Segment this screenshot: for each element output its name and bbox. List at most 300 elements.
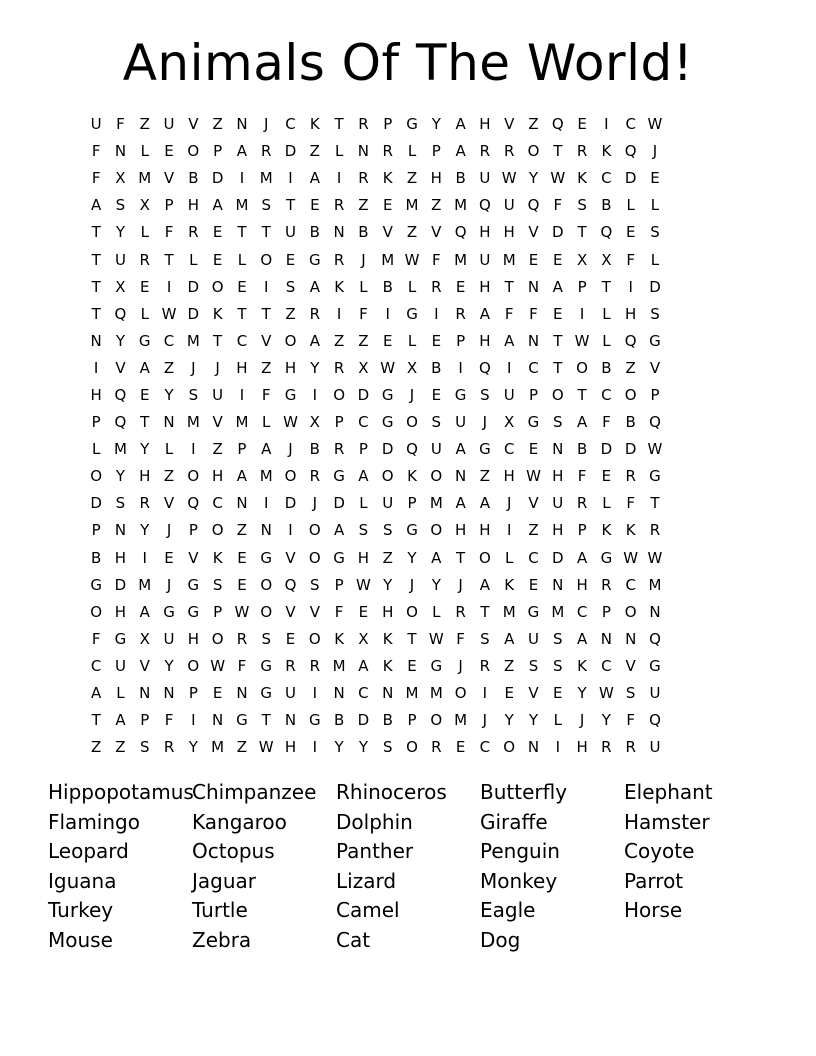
grid-letter: T [650, 494, 660, 513]
grid-letter: K [334, 629, 345, 648]
word-list-item: Cat [336, 927, 371, 952]
grid-letter: T [553, 358, 563, 377]
grid-letter: Q [114, 304, 127, 323]
grid-letter: N [333, 223, 345, 242]
grid-letter: J [458, 575, 463, 594]
grid-letter: R [649, 521, 661, 540]
grid-letter: O [333, 385, 346, 404]
grid-letter: T [285, 196, 296, 215]
grid-letter: G [309, 250, 321, 269]
grid-letter: A [139, 358, 150, 377]
word-list-item: Butterfly [480, 780, 568, 804]
grid-letter: H [625, 304, 637, 323]
grid-letter: U [163, 629, 175, 648]
grid-letter: T [480, 602, 490, 621]
grid-letter: J [166, 521, 172, 540]
grid-letter: U [114, 250, 126, 269]
grid-letter: H [552, 521, 564, 540]
grid-letter: U [649, 738, 661, 757]
grid-letter: B [333, 711, 345, 730]
grid-letter: C [285, 115, 296, 134]
grid-letter: O [430, 521, 443, 540]
grid-letter: Z [285, 304, 296, 323]
grid-row [84, 572, 734, 599]
grid-letter: G [600, 548, 613, 567]
grid-letter: K [407, 467, 417, 486]
grid-letter: Q [187, 494, 200, 513]
grid-letter: H [90, 385, 102, 404]
grid-letter: E [212, 223, 223, 242]
grid-letter: R [188, 223, 199, 242]
grid-letter: O [381, 467, 394, 486]
grid-letter: E [140, 277, 150, 296]
word-list-item: Giraffe [480, 809, 548, 834]
grid-letter: K [577, 169, 587, 188]
word-list-item: Flamingo [48, 809, 140, 834]
grid-letter: U [90, 115, 102, 134]
grid-letter: A [309, 277, 320, 296]
grid-letter: M [502, 602, 516, 621]
grid-letter: W [210, 656, 226, 675]
grid-letter: G [406, 521, 418, 540]
grid-letter: E [237, 575, 247, 594]
grid-letter: O [624, 602, 637, 621]
grid-letter: E [431, 331, 442, 350]
grid-letter: E [407, 656, 417, 675]
grid-row [84, 382, 734, 409]
grid-letter: A [552, 277, 563, 296]
grid-letter: F [91, 169, 101, 188]
word-search-grid [84, 111, 734, 761]
grid-letter: P [334, 575, 344, 594]
grid-letter: C [358, 413, 369, 432]
grid-letter: M [235, 413, 249, 432]
grid-letter: D [187, 304, 200, 323]
grid-letter: Q [624, 331, 637, 350]
grid-letter: S [553, 656, 563, 675]
grid-letter: Y [601, 711, 611, 730]
grid-letter: E [237, 277, 247, 296]
grid-letter: I [434, 304, 439, 323]
grid-letter: O [454, 684, 467, 703]
grid-letter: D [187, 277, 200, 296]
grid-letter: F [456, 629, 465, 648]
grid-letter: U [528, 629, 539, 648]
grid-letter: F [504, 304, 514, 323]
grid-letter: P [188, 684, 198, 703]
grid-letter: K [625, 521, 636, 540]
grid-letter: A [333, 521, 345, 540]
grid-letter: T [577, 223, 587, 242]
grid-letter: B [382, 711, 393, 730]
grid-letter: O [406, 413, 418, 432]
grid-letter: U [503, 385, 515, 404]
grid-letter: O [527, 142, 540, 161]
grid-letter: R [236, 629, 248, 648]
grid-letter: T [504, 277, 514, 296]
grid-row [84, 734, 734, 761]
grid-letter: J [312, 494, 318, 513]
grid-letter: H [576, 738, 588, 757]
grid-letter: J [361, 250, 366, 269]
grid-letter: N [212, 711, 224, 730]
grid-letter: R [625, 467, 636, 486]
grid-letter: P [577, 277, 587, 296]
word-list-item: Elephant [624, 780, 713, 804]
grid-letter: I [579, 304, 585, 323]
grid-letter: U [212, 385, 224, 404]
grid-letter: I [288, 521, 293, 540]
grid-letter: S [261, 629, 271, 648]
grid-letter: R [503, 142, 515, 161]
grid-letter: E [382, 331, 393, 350]
grid-row [84, 328, 734, 355]
grid-letter: X [309, 413, 320, 432]
grid-letter: O [430, 467, 443, 486]
grid-letter: R [139, 250, 150, 269]
grid-letter: I [239, 169, 245, 188]
grid-letter: A [455, 142, 466, 161]
grid-letter: P [456, 331, 466, 350]
grid-letter: J [458, 656, 463, 675]
grid-letter: N [114, 142, 127, 161]
grid-letter: P [528, 385, 539, 404]
grid-letter: Q [551, 115, 564, 134]
grid-letter: U [552, 494, 564, 513]
grid-letter: H [503, 223, 515, 242]
grid-letter: O [260, 250, 273, 269]
grid-letter: I [264, 277, 269, 296]
grid-letter: P [213, 142, 223, 161]
grid-letter: K [212, 304, 223, 323]
grid-letter: R [479, 142, 491, 161]
grid-letter: S [139, 738, 150, 757]
grid-letter: B [601, 358, 612, 377]
grid-letter: S [261, 196, 271, 215]
grid-letter: B [625, 413, 636, 432]
grid-letter: Q [600, 223, 613, 242]
grid-letter: C [576, 602, 588, 621]
grid-letter: M [332, 656, 346, 675]
grid-letter: N [139, 684, 151, 703]
grid-letter: P [164, 196, 174, 215]
grid-letter: W [574, 331, 590, 350]
grid-letter: S [382, 521, 393, 540]
grid-letter: E [650, 169, 660, 188]
grid-letter: P [334, 413, 344, 432]
grid-row [84, 490, 734, 517]
grid-letter: A [455, 115, 466, 134]
grid-letter: Y [310, 358, 320, 377]
grid-letter: Z [333, 331, 345, 350]
grid-letter: O [187, 142, 200, 161]
grid-letter: U [285, 684, 297, 703]
grid-letter: D [357, 711, 370, 730]
grid-letter: L [626, 196, 635, 215]
grid-row [84, 274, 734, 301]
grid-letter: A [479, 575, 491, 594]
grid-letter: Q [284, 575, 297, 594]
grid-letter: O [308, 548, 321, 567]
grid-letter: F [91, 142, 101, 161]
grid-letter: L [116, 684, 125, 703]
grid-letter: G [114, 629, 127, 648]
grid-letter: M [405, 684, 419, 703]
grid-letter: N [284, 711, 297, 730]
grid-letter: G [527, 413, 540, 432]
grid-letter: J [215, 358, 220, 377]
word-list-item: Jaguar [192, 868, 257, 893]
grid-letter: V [188, 115, 199, 134]
grid-letter: V [528, 223, 539, 242]
grid-letter: V [115, 358, 126, 377]
grid-letter: K [601, 142, 612, 161]
grid-letter: A [576, 629, 588, 648]
grid-letter: M [454, 250, 468, 269]
grid-letter: Z [212, 440, 223, 459]
grid-letter: L [189, 250, 198, 269]
grid-letter: A [115, 711, 126, 730]
grid-letter: A [576, 413, 588, 432]
grid-letter: V [285, 602, 296, 621]
word-list-item: Octopus [192, 839, 275, 864]
grid-letter: L [650, 250, 660, 269]
grid-letter: K [382, 629, 393, 648]
grid-letter: S [577, 196, 587, 215]
grid-letter: C [601, 656, 612, 675]
grid-letter: F [602, 413, 611, 432]
grid-letter: H [479, 521, 491, 540]
grid-letter: C [358, 684, 369, 703]
grid-letter: G [260, 548, 273, 567]
grid-letter: N [163, 413, 175, 432]
grid-letter: J [288, 440, 293, 459]
grid-letter: G [649, 467, 661, 486]
word-list-item: Turkey [48, 898, 114, 923]
grid-letter: H [382, 602, 394, 621]
grid-letter: N [382, 684, 394, 703]
grid-letter: M [186, 331, 200, 350]
grid-letter: X [358, 629, 369, 648]
grid-letter: N [527, 277, 540, 296]
grid-letter: W [647, 115, 663, 134]
grid-letter: G [260, 684, 273, 703]
grid-letter: P [358, 440, 368, 459]
grid-letter: A [479, 304, 491, 323]
grid-letter: C [601, 169, 612, 188]
grid-letter: A [309, 331, 320, 350]
grid-letter: H [503, 467, 515, 486]
grid-letter: D [333, 494, 345, 513]
grid-letter: S [650, 223, 660, 242]
grid-letter: Y [140, 440, 150, 459]
grid-row [84, 599, 734, 626]
grid-letter: V [285, 548, 296, 567]
grid-letter: G [381, 413, 394, 432]
grid-letter: P [407, 711, 417, 730]
grid-letter: A [91, 684, 102, 703]
grid-row [84, 707, 734, 734]
grid-letter: K [309, 115, 320, 134]
grid-letter: T [91, 304, 101, 323]
grid-letter: R [309, 467, 321, 486]
word-list-item: Camel [336, 898, 400, 923]
grid-letter: Y [115, 467, 126, 486]
grid-letter: E [285, 250, 296, 269]
grid-letter: L [140, 142, 149, 161]
grid-letter: M [648, 575, 662, 594]
grid-letter: X [115, 169, 126, 188]
grid-letter: P [140, 711, 150, 730]
grid-letter: U [503, 196, 515, 215]
grid-letter: M [454, 711, 468, 730]
grid-letter: A [212, 196, 223, 215]
grid-letter: L [359, 277, 368, 296]
grid-letter: K [382, 656, 393, 675]
grid-letter: A [576, 548, 588, 567]
grid-letter: W [526, 467, 541, 486]
grid-letter: R [285, 656, 296, 675]
grid-letter: S [480, 629, 490, 648]
grid-letter: W [404, 250, 420, 269]
grid-letter: T [237, 304, 247, 323]
grid-letter: O [211, 629, 224, 648]
grid-letter: W [623, 548, 639, 567]
grid-letter: M [211, 738, 225, 757]
grid-letter: Z [115, 738, 126, 757]
grid-letter: G [454, 385, 467, 404]
grid-row [84, 165, 734, 192]
grid-letter: G [260, 656, 273, 675]
grid-letter: M [113, 440, 127, 459]
grid-letter: W [258, 738, 274, 757]
grid-letter: E [601, 467, 612, 486]
grid-letter: W [283, 413, 298, 432]
grid-letter: Q [454, 223, 467, 242]
grid-letter: U [479, 250, 491, 269]
grid-letter: Y [115, 223, 126, 242]
grid-letter: H [284, 358, 297, 377]
grid-letter: H [187, 196, 199, 215]
grid-letter: Y [383, 575, 393, 594]
grid-letter: X [504, 413, 515, 432]
grid-letter: R [333, 196, 345, 215]
grid-letter: T [456, 548, 466, 567]
grid-letter: Z [528, 115, 539, 134]
grid-letter: N [357, 142, 370, 161]
grid-letter: N [454, 467, 467, 486]
grid-letter: Y [431, 115, 441, 134]
grid-letter: R [576, 142, 588, 161]
grid-letter: Q [406, 440, 418, 459]
grid-letter: H [357, 548, 370, 567]
grid-letter: G [333, 548, 345, 567]
word-list-item: Zebra [192, 927, 252, 952]
grid-letter: G [406, 304, 418, 323]
grid-letter: K [334, 277, 345, 296]
grid-letter: I [312, 738, 318, 757]
grid-letter: Q [624, 142, 637, 161]
grid-letter: D [211, 169, 224, 188]
grid-letter: O [406, 602, 418, 621]
word-list-item: Horse [624, 898, 683, 923]
grid-letter: Q [478, 196, 491, 215]
grid-letter: T [601, 277, 611, 296]
grid-letter: H [211, 467, 224, 486]
grid-letter: L [140, 304, 149, 323]
grid-letter: E [140, 385, 150, 404]
grid-letter: A [431, 548, 442, 567]
grid-letter: Q [114, 385, 127, 404]
grid-letter: H [479, 277, 491, 296]
grid-letter: G [138, 331, 151, 350]
grid-letter: S [358, 521, 369, 540]
grid-letter: V [528, 684, 539, 703]
grid-letter: L [602, 494, 611, 513]
grid-letter: L [553, 711, 562, 730]
grid-letter: L [505, 548, 514, 567]
grid-letter: G [236, 711, 248, 730]
grid-letter: T [91, 223, 101, 242]
grid-letter: P [407, 494, 417, 513]
grid-letter: B [91, 548, 102, 567]
grid-letter: Y [528, 711, 539, 730]
grid-row [84, 517, 734, 544]
grid-letter: N [163, 684, 175, 703]
grid-letter: X [601, 250, 612, 269]
grid-letter: Q [649, 413, 661, 432]
grid-letter: N [649, 602, 661, 621]
grid-letter: N [236, 115, 248, 134]
grid-letter: R [333, 440, 345, 459]
grid-letter: W [550, 169, 566, 188]
grid-letter: A [261, 440, 272, 459]
grid-letter: G [187, 575, 200, 594]
grid-letter: R [601, 738, 612, 757]
grid-letter: H [454, 521, 467, 540]
grid-letter: R [358, 169, 369, 188]
grid-letter: L [334, 142, 344, 161]
grid-letter: N [552, 575, 564, 594]
grid-letter: Z [431, 196, 442, 215]
grid-letter: T [577, 385, 587, 404]
grid-letter: O [624, 385, 637, 404]
grid-letter: M [138, 575, 152, 594]
grid-letter: J [166, 575, 172, 594]
grid-letter: L [237, 250, 247, 269]
grid-row [84, 409, 734, 436]
grid-letter: Z [528, 521, 539, 540]
grid-letter: T [407, 629, 417, 648]
grid-letter: S [115, 196, 126, 215]
grid-letter: F [359, 304, 368, 323]
grid-letter: G [527, 602, 540, 621]
grid-letter: V [382, 223, 393, 242]
grid-letter: F [626, 494, 635, 513]
grid-letter: T [237, 223, 247, 242]
grid-letter: O [406, 738, 418, 757]
grid-letter: T [91, 711, 101, 730]
grid-letter: F [529, 304, 538, 323]
grid-letter: N [90, 331, 102, 350]
grid-letter: I [506, 521, 512, 540]
word-list-item: Mouse [48, 927, 113, 952]
grid-letter: R [358, 115, 369, 134]
grid-letter: G [333, 467, 345, 486]
grid-letter: M [186, 413, 200, 432]
grid-letter: L [140, 223, 149, 242]
grid-letter: O [308, 521, 321, 540]
